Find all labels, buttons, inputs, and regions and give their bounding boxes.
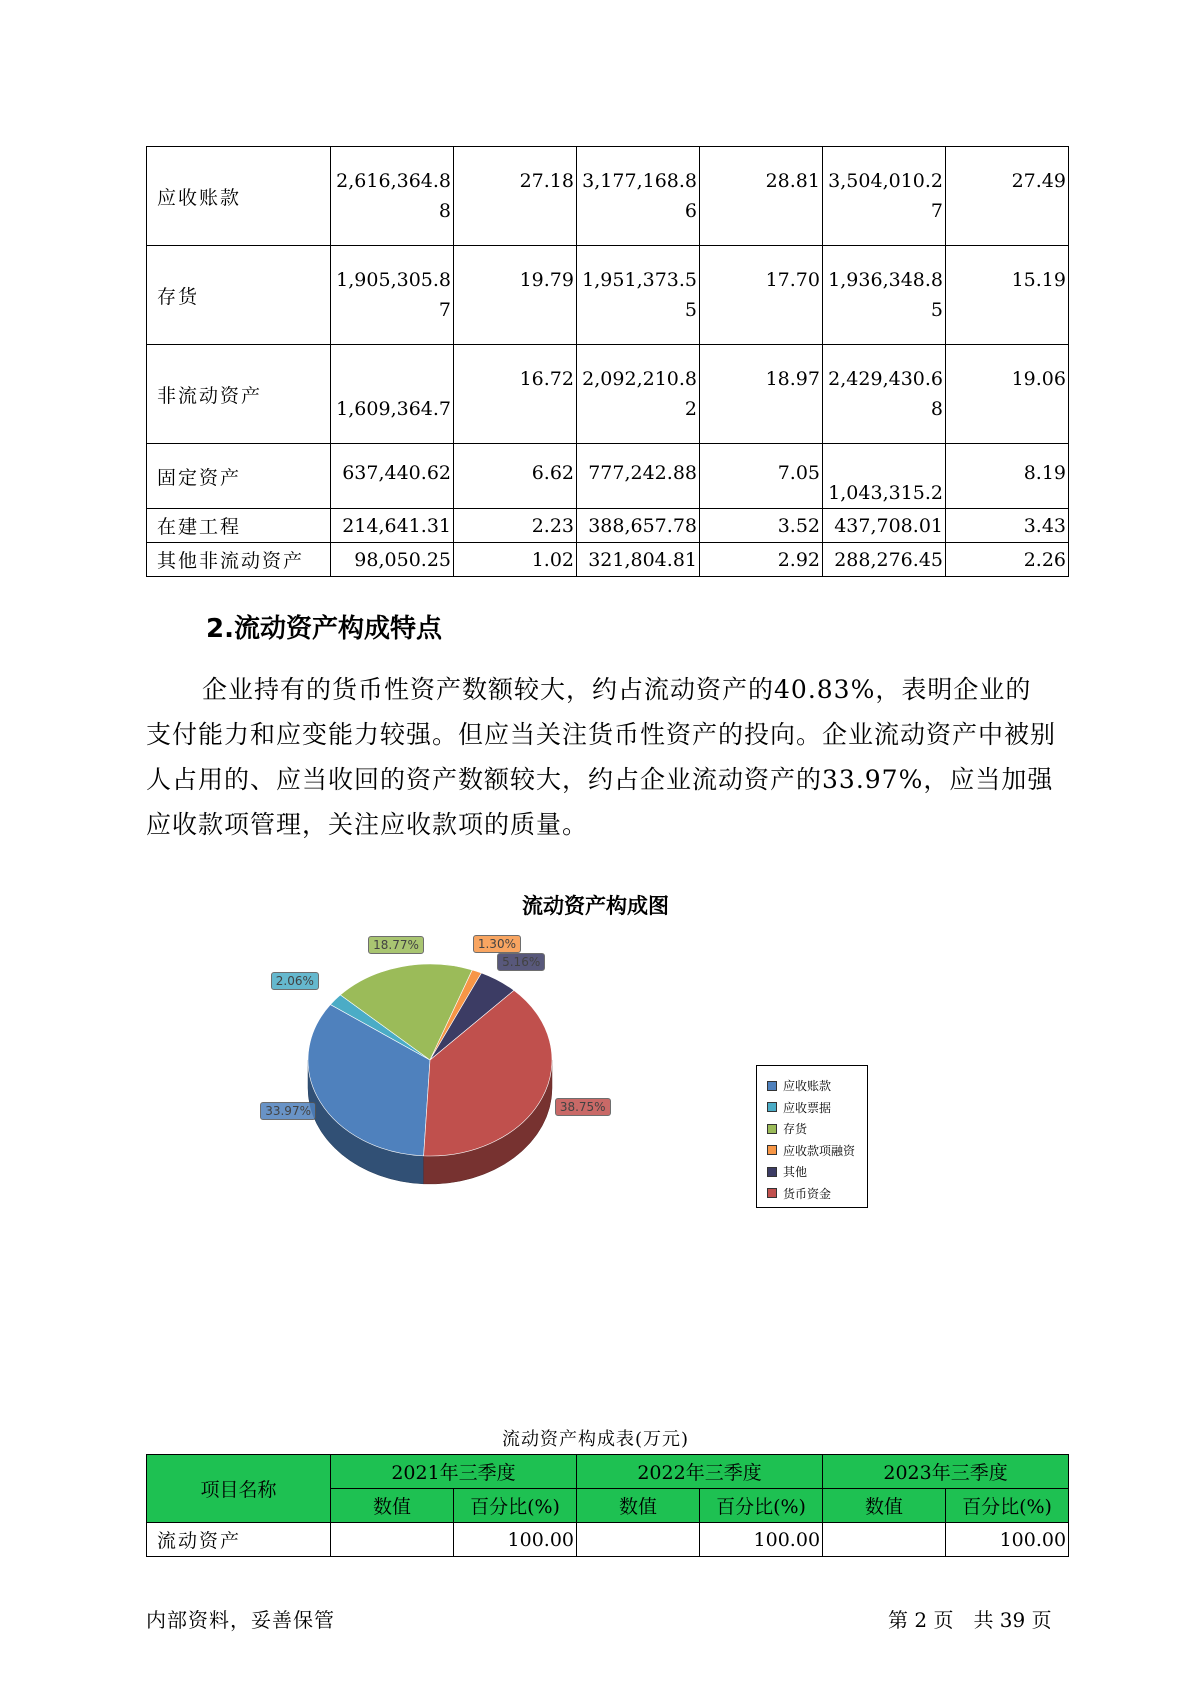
asset-table [146,146,1069,577]
value-cell: 1,609,364.7 [331,345,454,444]
value-cell [823,1523,946,1557]
body-paragraph: 企业持有的货币性资产数额较大，约占流动资产的40.83%，表明企业的支付能力和应变能力较强。但应当关注货币性资产的投向。企业流动资产中被别人占用的、应当收回的资产数额较大，约占企业流动资产的33.97%，应当加强应收款项管理，关注应收款项的质量。 [146,675,1057,839]
pie-data-label: 18.77% [368,936,424,954]
value-cell: 1,043,315.2 [823,444,946,509]
section-heading: 2.流动资产构成特点 [206,614,442,644]
header-percent: 百分比(%) [700,1489,823,1523]
percent-cell: 27.18 [454,147,577,246]
legend-item [767,1118,867,1140]
percent-cell: 100.00 [700,1523,823,1557]
header-year: 2021年三季度 [331,1455,577,1489]
percent-cell: 2.26 [946,543,1069,577]
value-cell: 214,641.31 [331,509,454,543]
value-cell: 437,708.01 [823,509,946,543]
legend-label: 存货 [783,1122,808,1137]
legend-label: 应收款项融资 [783,1143,856,1158]
pie-data-label: 38.75% [555,1098,611,1116]
percent-cell: 15.19 [946,246,1069,345]
percent-cell: 27.49 [946,147,1069,246]
value-cell: 2,429,430.6 8 [823,345,946,444]
table-row [147,147,1069,246]
pie-data-label: 1.30% [473,935,521,953]
value-cell: 2,092,210.8 2 [577,345,700,444]
table-caption: 流动资产构成表(万元) [501,1429,690,1450]
percent-cell: 7.05 [700,444,823,509]
current-assets-table [146,1454,1069,1557]
header-year: 2023年三季度 [823,1455,1069,1489]
percent-cell: 17.70 [700,246,823,345]
page-number: 第 2 页 共 39 页 [888,1608,1052,1632]
row-name: 存货 [147,246,331,345]
legend-label: 其他 [783,1165,808,1180]
table-row [147,509,1069,543]
legend-swatch [767,1102,777,1112]
value-cell: 1,936,348.8 5 [823,246,946,345]
header-value: 数值 [823,1489,946,1523]
pie-data-label: 5.16% [497,953,545,971]
value-cell: 98,050.25 [331,543,454,577]
legend-label: 货币资金 [783,1186,832,1201]
legend-swatch [767,1188,777,1198]
value-cell [577,1523,700,1557]
header-percent: 百分比(%) [946,1489,1069,1523]
legend-item [767,1183,867,1205]
legend-label: 应收票据 [783,1100,832,1115]
value-cell: 288,276.45 [823,543,946,577]
percent-cell: 16.72 [454,345,577,444]
header-percent: 百分比(%) [454,1489,577,1523]
table-row [147,1523,1069,1557]
footer-confidential: 内部资料，妥善保管 [146,1608,335,1632]
chart-legend [756,1065,868,1208]
chart-title: 流动资产构成图 [522,894,669,918]
value-cell: 2,616,364.8 8 [331,147,454,246]
table-row [147,345,1069,444]
percent-cell: 28.81 [700,147,823,246]
value-cell: 1,951,373.5 5 [577,246,700,345]
pie-data-label: 33.97% [260,1102,316,1120]
value-cell [331,1523,454,1557]
value-cell: 777,242.88 [577,444,700,509]
legend-item [767,1140,867,1162]
table-row [147,543,1069,577]
value-cell: 388,657.78 [577,509,700,543]
legend-item [767,1075,867,1097]
value-cell: 3,177,168.8 6 [577,147,700,246]
row-name: 固定资产 [147,444,331,509]
legend-swatch [767,1124,777,1134]
row-name: 非流动资产 [147,345,331,444]
value-cell: 1,905,305.8 7 [331,246,454,345]
row-name: 在建工程 [147,509,331,543]
row-name: 流动资产 [147,1523,331,1557]
header-project-name: 项目名称 [147,1455,331,1523]
value-cell: 3,504,010.2 7 [823,147,946,246]
percent-cell: 18.97 [700,345,823,444]
percent-cell: 6.62 [454,444,577,509]
row-name: 应收账款 [147,147,331,246]
legend-swatch [767,1167,777,1177]
header-year: 2022年三季度 [577,1455,823,1489]
percent-cell: 19.79 [454,246,577,345]
legend-swatch [767,1145,777,1155]
percent-cell: 2.23 [454,509,577,543]
percent-cell: 19.06 [946,345,1069,444]
pie-data-label: 2.06% [271,972,319,990]
value-cell: 321,804.81 [577,543,700,577]
legend-swatch [767,1081,777,1091]
value-cell: 637,440.62 [331,444,454,509]
legend-label: 应收账款 [783,1079,832,1094]
legend-item [767,1097,867,1119]
percent-cell: 1.02 [454,543,577,577]
table-row [147,246,1069,345]
legend-item [767,1161,867,1183]
percent-cell: 8.19 [946,444,1069,509]
table-header-row [147,1455,1069,1489]
percent-cell: 2.92 [700,543,823,577]
percent-cell: 3.43 [946,509,1069,543]
percent-cell: 3.52 [700,509,823,543]
table-row [147,444,1069,509]
row-name: 其他非流动资产 [147,543,331,577]
header-value: 数值 [331,1489,454,1523]
header-value: 数值 [577,1489,700,1523]
percent-cell: 100.00 [454,1523,577,1557]
percent-cell: 100.00 [946,1523,1069,1557]
